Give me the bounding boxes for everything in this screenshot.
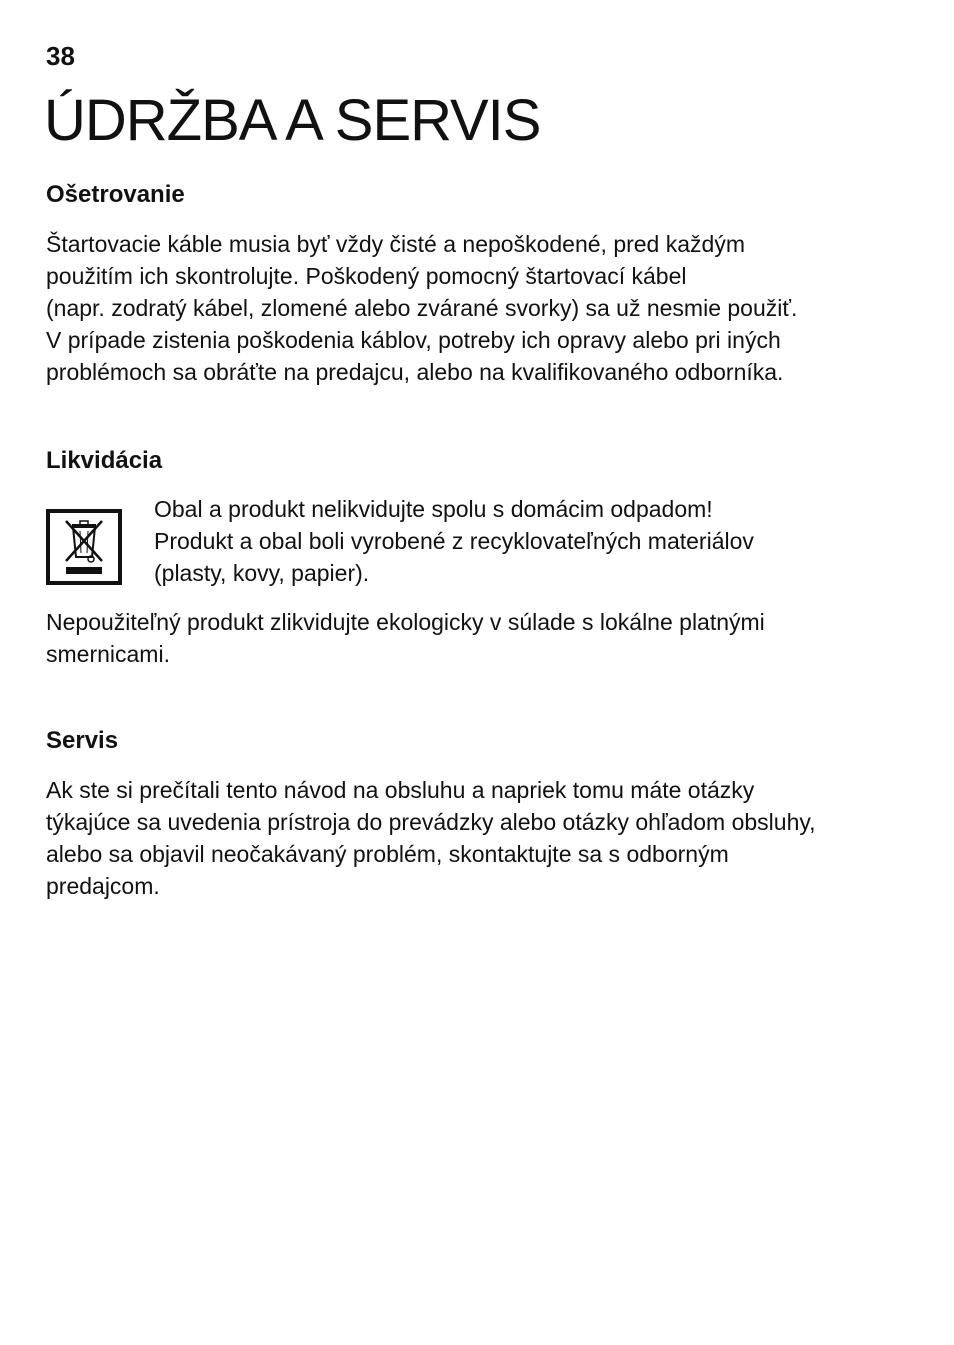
page-number: 38 bbox=[46, 41, 75, 71]
disposal-heading: Likvidácia bbox=[46, 447, 163, 474]
care-line: problémoch sa obráťte na predajcu, alebo na kvalifikovaného odborníka. bbox=[46, 359, 784, 385]
care-line: použitím ich skontrolujte. Poškodený pomocný štartovací kábel bbox=[46, 263, 687, 289]
disposal-icon-line: (plasty, kovy, papier). bbox=[154, 560, 370, 586]
care-line: Štartovacie káble musia byť vždy čisté a nepoškodené, pred každým bbox=[46, 231, 745, 257]
care-line: V prípade zistenia poškodenia káblov, potreby ich opravy alebo pri iných bbox=[46, 327, 781, 353]
disposal-icon-paragraph bbox=[154, 493, 914, 589]
service-paragraph bbox=[46, 774, 926, 902]
service-heading: Servis bbox=[46, 727, 119, 754]
disposal-icon-line: Obal a produkt nelikvidujte spolu s domácim odpadom! bbox=[154, 496, 713, 522]
page-title: ÚDRŽBA A SERVIS bbox=[44, 88, 541, 153]
service-line: týkajúce sa uvedenia prístroja do prevádzky alebo otázky ohľadom obsluhy, bbox=[46, 809, 816, 835]
service-line: alebo sa objavil neočakávaný problém, skontaktujte sa s odborným bbox=[46, 841, 729, 867]
care-paragraph bbox=[46, 228, 926, 388]
care-line: (napr. zodratý kábel, zlomené alebo zvárané svorky) sa už nesmie použiť. bbox=[46, 295, 798, 321]
disposal-line: Nepoužiteľný produkt zlikvidujte ekologicky v súlade s lokálne platnými bbox=[46, 609, 765, 635]
care-heading: Ošetrovanie bbox=[46, 181, 185, 208]
disposal-icon-line: Produkt a obal boli vyrobené z recyklovateľných materiálov bbox=[154, 528, 754, 554]
service-line: Ak ste si prečítali tento návod na obsluhu a napriek tomu máte otázky bbox=[46, 777, 755, 803]
service-line: predajcom. bbox=[46, 873, 160, 899]
disposal-line: smernicami. bbox=[46, 641, 170, 667]
crossed-out-wheelie-bin-icon bbox=[46, 509, 122, 585]
disposal-paragraph bbox=[46, 606, 926, 670]
